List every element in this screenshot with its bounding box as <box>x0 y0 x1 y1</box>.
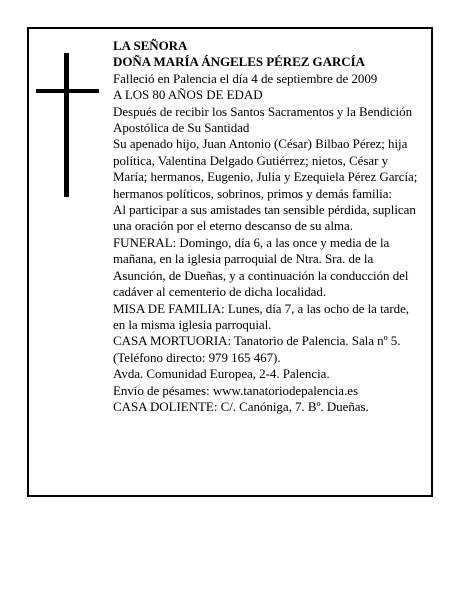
condolences-line: Envío de pésames: www.tanatoriodepalencia.es <box>113 382 358 398</box>
cross-icon-crossbar <box>36 89 99 93</box>
mourning-house: CASA DOLIENTE: C/. Canóniga, 7. Bº. Dueñas. <box>113 398 369 414</box>
death-notice: Falleció en Palencia el día 4 de septiembre de 2009 <box>113 70 378 86</box>
mortuary-address: Avda. Comunidad Europea, 2-4. Palencia. <box>113 366 330 382</box>
age-line: A LOS 80 AÑOS DE EDAD <box>113 87 263 103</box>
prayer-request: Al participar a sus amistades tan sensible pérdida, suplican una oración por el eterno descanso de su alma. <box>113 202 416 234</box>
family-list: Su apenado hijo, Juan Antonio (César) Bilbao Pérez; hija política, Valentina Delgado Gutiérrez; nietos, César y María; hermanos, Eugenio, Julia y Ezequiela Pérez García; hermanos políticos, sobrinos, primos y demás familia: <box>113 136 418 201</box>
family-mass-details: MISA DE FAMILIA: Lunes, día 7, a las ocho de la tarde, en la misma iglesia parroquial. <box>113 300 409 332</box>
deceased-name: DOÑA MARÍA ÁNGELES PÉREZ GARCÍA <box>113 54 365 70</box>
heading-title: LA SEÑORA <box>113 38 188 53</box>
obituary-text <box>113 38 421 415</box>
sacraments-line: Después de recibir los Santos Sacramentos y la Bendición Apostólica de Su Santidad <box>113 103 413 136</box>
cross-icon <box>64 53 69 197</box>
mortuary-details: CASA MORTUORIA: Tanatorio de Palencia. Sala nº 5. (Teléfono directo: 979 165 467). <box>113 333 401 365</box>
funeral-details: FUNERAL: Domingo, día 6, a las once y media de la mañana, en la iglesia parroquial de Ntra. Sra. de la Asunción, de Dueñas, y a continuación la conducción del cadáver al cementerio de dicha localidad. <box>113 234 409 300</box>
